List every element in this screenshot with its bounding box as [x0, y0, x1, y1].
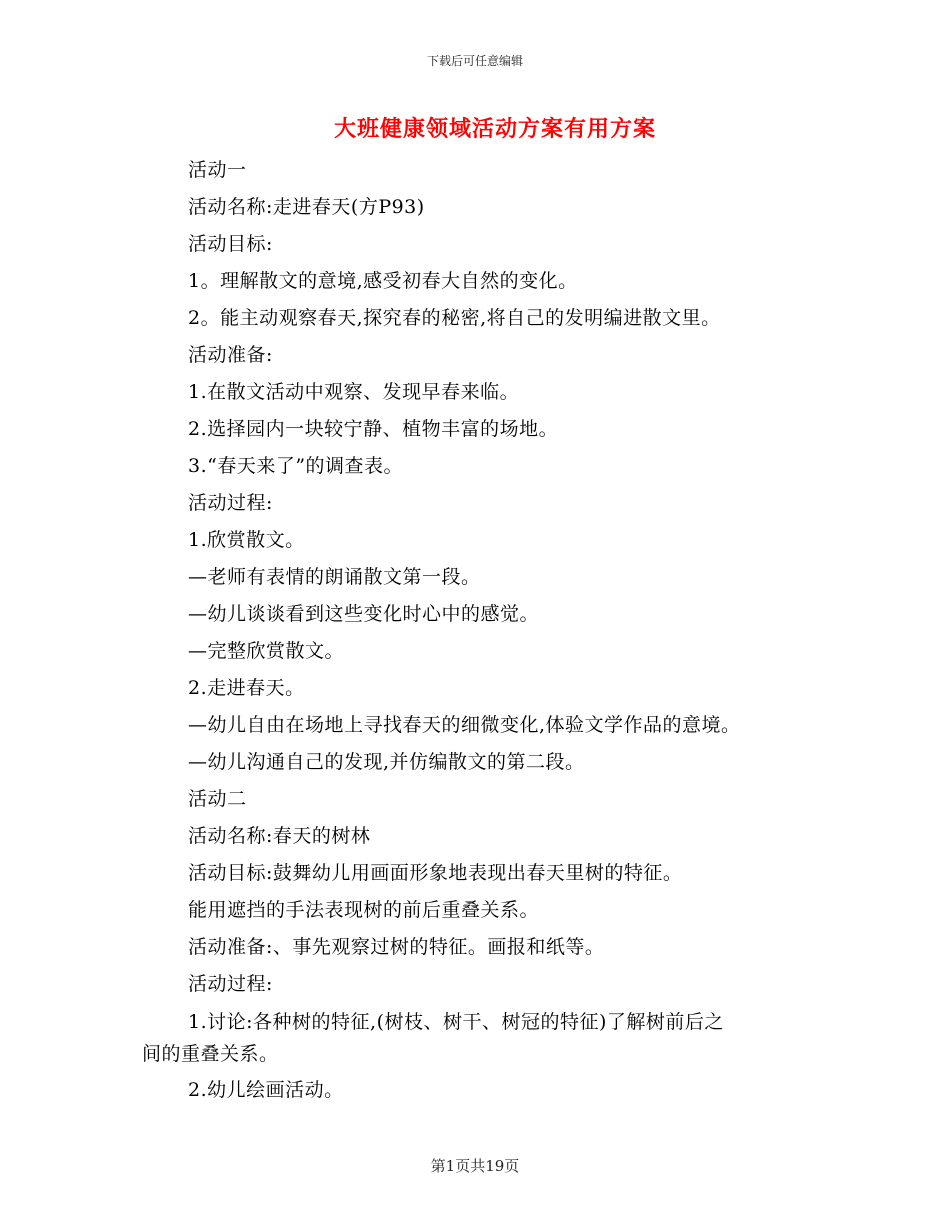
document-title: 大班健康领域活动方案有用方案	[333, 116, 656, 142]
paragraph-line: 活动准备:、事先观察过树的特征。画报和纸等。	[188, 936, 605, 958]
paragraph-line: 活动二	[188, 788, 247, 810]
page-header: 下载后可任意编辑	[426, 54, 523, 68]
paragraph-line: 3.“春天来了”的调查表。	[188, 455, 404, 477]
paragraph-line: —完整欣赏散文。	[188, 640, 345, 662]
paragraph-line: 1.欣赏散文。	[188, 529, 305, 551]
page-footer: 第1页共19页	[430, 1157, 520, 1175]
wrapped-paragraph	[142, 1006, 822, 1070]
paragraph-line: 活动目标:	[188, 233, 273, 255]
paragraph-line: 活动名称:走进春天(方P93)	[188, 196, 425, 218]
document-body	[142, 152, 822, 1109]
wrapped-paragraph-continuation: 间的重叠关系。	[142, 1043, 279, 1065]
paragraph-line: 活动过程:	[188, 492, 273, 514]
wrapped-paragraph-first-line: 1.讨论:各种树的特征,(树枝、树干、树冠的特征)了解树前后之	[188, 1011, 724, 1033]
paragraph-line: 2.选择园内一块较宁静、植物丰富的场地。	[188, 418, 559, 440]
paragraph-line: 活动过程:	[188, 973, 273, 995]
paragraph-line: 活动一	[188, 159, 247, 181]
paragraph-line: 2。能主动观察春天,探究春的秘密,将自己的发明编进散文里。	[188, 307, 721, 329]
paragraph-line: 1.在散文活动中观察、发现早春来临。	[188, 381, 520, 403]
paragraph-line: 活动准备:	[188, 344, 273, 366]
paragraph-line: 活动目标:鼓舞幼儿用画面形象地表现出春天里树的特征。	[188, 862, 683, 884]
paragraph-line: 2.幼儿绘画活动。	[188, 1079, 344, 1101]
paragraph-line: 能用遮挡的手法表现树的前后重叠关系。	[188, 899, 540, 921]
paragraph-line: —幼儿沟通自己的发现,并仿编散文的第二段。	[188, 751, 585, 773]
paragraph-line: —幼儿自由在场地上寻找春天的细微变化,体验文学作品的意境。	[188, 714, 741, 736]
paragraph-line: —幼儿谈谈看到这些变化时心中的感觉。	[188, 603, 540, 625]
paragraph-line: 活动名称:春天的树林	[188, 825, 371, 847]
paragraph-line: 1。理解散文的意境,感受初春大自然的变化。	[188, 270, 578, 292]
paragraph-line: 2.走进春天。	[188, 677, 305, 699]
paragraph-line: —老师有表情的朗诵散文第一段。	[188, 566, 481, 588]
